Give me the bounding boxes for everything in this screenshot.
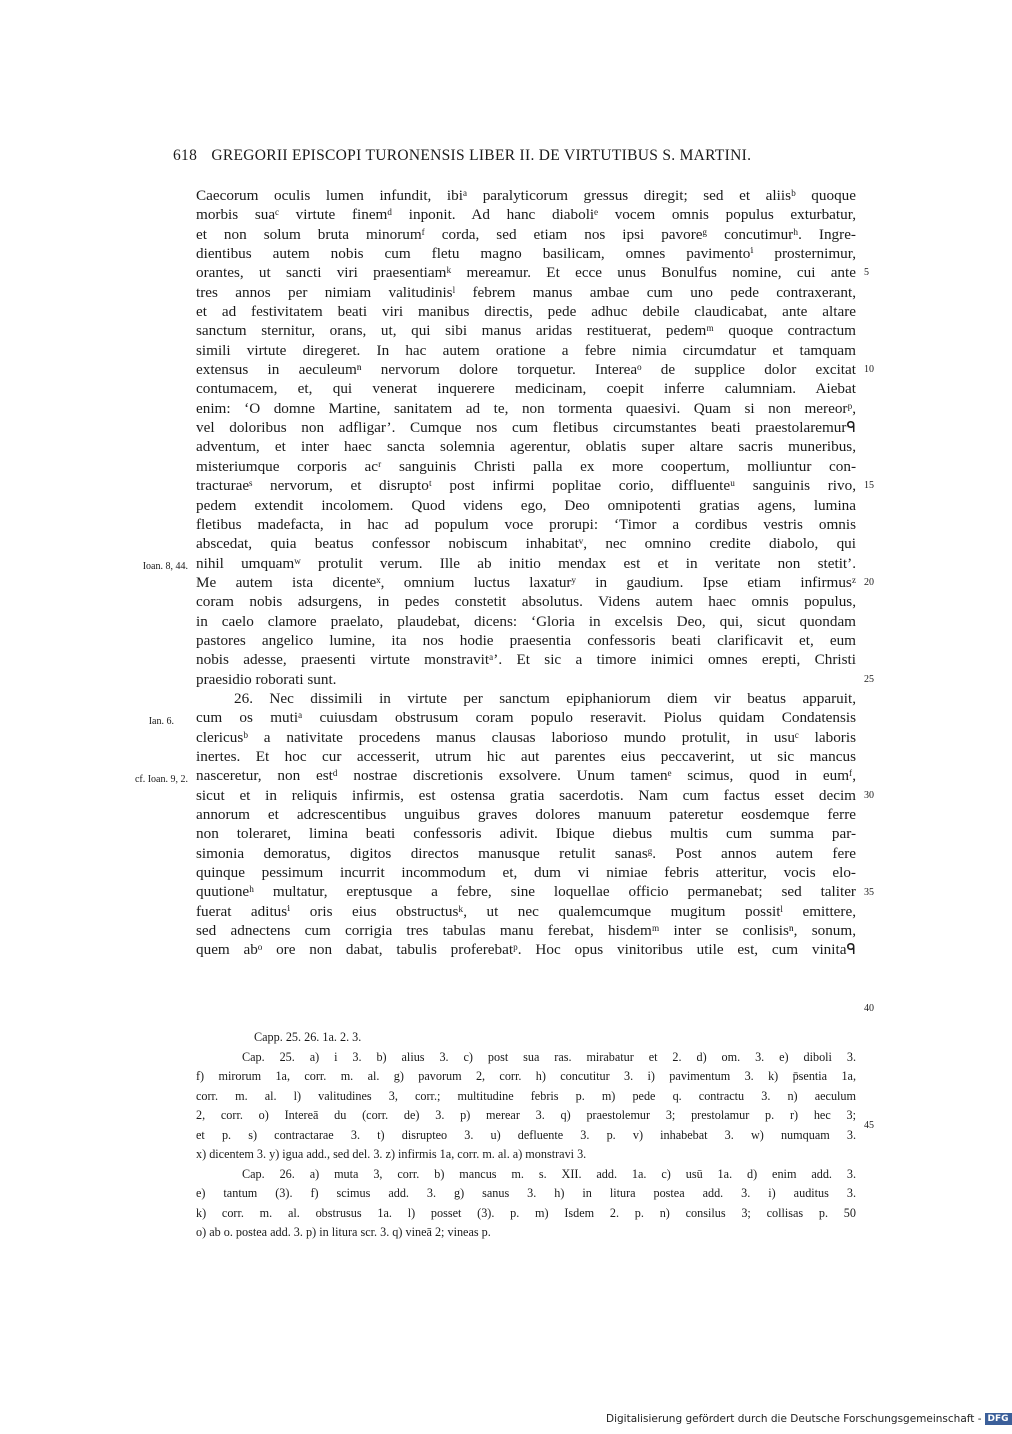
line-number: 15	[864, 480, 874, 491]
text-line: et non solum bruta minorumᶠ corda, sed etiam nos ipsi pavoreᵍ concutimurʰ. Ingre-	[196, 225, 856, 243]
text-line: quinque pessimum incurrit incommodum et, dum vi nimiae febris atteritur, vocis elo-	[196, 864, 856, 882]
line-number: 20	[864, 577, 874, 588]
text-line: tres annos per nimiam valitudinisˡ febrem manus ambae cum uno pede contraxerant,	[196, 283, 856, 301]
text-line: quem abᵒ ore non dabat, tabulis proferebatᵖ. Hoc opus vinitoribus utile est, cum vinitaᑫ	[196, 941, 856, 959]
text-line: morbis suaᶜ virtute finemᵈ inponit. Ad hanc diaboliᵉ vocem omnis populus exturbatur,	[196, 206, 856, 224]
text-line: sanctum sternitur, orans, ut, qui sibi manus aridas restituerat, pedemᵐ quoque contractum	[196, 322, 856, 340]
text-line: quutioneʰ multatur, ereptusque a febre, sine loquellae officio permanebat; sed taliter	[196, 883, 856, 901]
digitization-footer	[606, 1413, 1012, 1425]
text-line: non toleraret, limina beati confessoris adivit. Ibique diebus multis cum summa par-	[196, 825, 856, 843]
apparatus-line: o) ab o. postea add. 3. p) in litura scr. 3. q) vineā 2; vineas p.	[196, 1225, 491, 1239]
text-line: orantes, ut sancti viri praesentiamᵏ mereamur. Et ecce unus Bonulfus nomine, cui ante	[196, 264, 856, 282]
line-number: 40	[864, 1003, 874, 1014]
margin-reference: cf. Ioan. 9, 2.	[134, 774, 188, 785]
text-line: coram nobis adsurgens, in pedes constetit absolutus. Videns autem haec omnis populus,	[196, 593, 856, 611]
text-line: vel doloribus non adfligar’. Cumque nos cum fletibus circumstantes beati praestolaremurᑫ	[196, 419, 856, 437]
margin-reference: Ian. 6.	[148, 716, 174, 727]
text-line: misteriumque corporis acʳ sanguinis Christi palla ex more coopertum, molliuntur con-	[196, 457, 856, 475]
line-number: 10	[864, 364, 874, 375]
page-number: 618	[173, 147, 198, 164]
dfg-logo: DFG	[985, 1413, 1012, 1425]
margin-reference: Ioan. 8, 44.	[142, 561, 188, 572]
text-line: extensus in aeculeumⁿ nervorum dolore torquetur. Intereaᵒ de supplice dolor excitat	[196, 361, 856, 379]
text-line: in caelo clamore praelato, plaudebat, dicens: ‘Gloria in excelsis Deo, qui, sicut quondam	[196, 612, 856, 630]
footer-text: Digitalisierung gefördert durch die Deutsche Forschungsgemeinschaft -	[606, 1413, 982, 1425]
text-line: praesidio roborati sunt.	[196, 670, 337, 688]
text-line: dientibus autem nobis cum fletu magno basilicam, omnes pavimentoⁱ prosternimur,	[196, 245, 856, 263]
text-line: cum os mutiᵃ cuiusdam obstrusum coram populo reseravit. Piolus quidam Condatensis	[196, 709, 856, 727]
line-number: 45	[864, 1120, 874, 1131]
text-line: simonia demoratus, digitos directos manusque retulit sanasᵍ. Post annos autem fere	[196, 844, 856, 862]
text-line: adventum, et inter haec sancta solemnia agerentur, oblatis super altare sacris muneribus,	[196, 438, 856, 456]
text-line: simili virtute diregeret. In hac autem oratione a febre nimia circumdatur et tamquam	[196, 341, 856, 359]
text-line: abscedat, quia beatus confessor nobiscum inhabitatᵛ, nec omnino credite diabolo, qui	[196, 535, 856, 553]
apparatus-line: Cap. 26. a) muta 3, corr. b) mancus m. s. XII. add. 1a. c) usū 1a. d) enim add. 3.	[242, 1166, 856, 1181]
text-line: nasceretur, non estᵈ nostrae discretionis exsolvere. Unum tamenᵉ scimus, quod in eumᶠ,	[196, 767, 856, 785]
chapter-26-start: 26. Nec dissimili in virtute per sanctum epiphaniorum diem vir beatus apparuit,	[234, 689, 856, 707]
apparatus-line: Cap. 25. a) i 3. b) alius 3. c) post sua ras. mirabatur et 2. d) om. 3. e) diboli 3.	[242, 1049, 856, 1064]
apparatus-line: corr. m. al. l) valitudines 3, corr.; multitudine febris p. m) pede q. contractu 3. n) aeculum	[196, 1088, 856, 1103]
text-line: annorum et adcrescentibus unguibus graves dolores manuum pateretur eosdemque ferre	[196, 806, 856, 823]
text-line: clericusᵇ a nativitate procedens manus clausas laborioso mundo protulit, in usuᶜ laboris	[196, 728, 856, 746]
line-number: 35	[864, 887, 874, 898]
running-title: GREGORII EPISCOPI TURONENSIS LIBER II. DE VIRTUTIBUS S. MARTINI.	[211, 147, 752, 164]
apparatus-line: et p. s) contractarae 3. t) disrupteo 3. u) defluente 3. p. v) inhabebat 3. w) numquam 3.	[196, 1127, 856, 1142]
text-line: Me autem ista dicenteˣ, omnium luctus laxaturʸ in gaudium. Ipse etiam infirmusᶻ	[196, 573, 856, 591]
line-number: 30	[864, 790, 874, 801]
line-number: 5	[864, 267, 869, 278]
apparatus-line: 2, corr. o) Intereā du (corr. de) 3. p) merear 3. q) praestolemur 3; prestolamur p. r) hec 3;	[196, 1108, 856, 1122]
text-line: et ad festivitatem beati viri manibus directis, pede adhuc debile claudicabat, ante altare	[196, 303, 856, 321]
apparatus-line: Capp. 25. 26. 1a. 2. 3.	[254, 1030, 362, 1044]
text-line: fletibus madefacta, in hac ad populum voce prorupi: ‘Timor a cordibus vestris omnis	[196, 515, 856, 533]
text-line: sed adnectens cum corrigia tres tabulas manu ferebat, hisdemᵐ inter se conlisisⁿ, sonum,	[196, 922, 856, 940]
apparatus-line: f) mirorum 1a, corr. m. al. g) pavorum 2, corr. h) concutitur 3. i) pavimentum 3. k) p̄sentia 1a,	[196, 1069, 856, 1083]
text-line: nihil umquamʷ protulit verum. Ille ab initio mendax est et in veritate non stetit’.	[196, 554, 856, 572]
text-line: Caecorum oculis lumen infundit, ibiᵃ paralyticorum gressus diregit; sed et aliisᵇ quoque	[196, 187, 856, 204]
critical-apparatus	[196, 1028, 874, 1243]
text-line: pastores angelico lumine, ita nos hodie praesentia confessoris beati clarificavit et, eum	[196, 631, 856, 649]
text-line: enim: ‘O domne Martine, sanitatem ad te, non tormenta quaesivi. Quam si non mereorᵖ,	[196, 399, 856, 417]
running-header	[173, 147, 863, 165]
apparatus-line: k) corr. m. al. obstrusus 1a. l) posset (3). p. m) Isdem 2. p. n) consilus 3; collisas p. 50	[196, 1205, 856, 1220]
text-line: tracturaeˢ nervorum, et disruptoᵗ post infirmi poplitae corio, diffluenteᵘ sanguinis rivo,	[196, 477, 856, 495]
text-line: inertes. Et hoc cur accesserit, utrum hic aut parentes eius peccaverint, ut sic mancus	[196, 747, 856, 765]
line-number: 25	[864, 674, 874, 685]
text-line: pedem extendit incolomem. Quod videns ego, Deo omnipotenti gratias agens, lumina	[196, 496, 856, 514]
text-line: nobis adesse, praesenti virtute monstravitᵃ’. Et sic a timore inimici omnes erepti, Christi	[196, 651, 856, 669]
text-line: sicut et in reliquis infirmis, est ostensa gratia sacerdotis. Nam cum factus esset decim	[196, 786, 856, 804]
text-line: fuerat aditusⁱ oris eius obstructusᵏ, ut nec qualemcumque mugitum possitˡ emittere,	[196, 902, 856, 920]
apparatus-line: e) tantum (3). f) scimus add. 3. g) sanus 3. h) in litura postea add. 3. i) auditus 3.	[196, 1186, 856, 1200]
apparatus-line: x) dicentem 3. y) igua add., sed del. 3. z) infirmis 1a, corr. m. al. a) monstravi 3.	[196, 1147, 587, 1161]
text-line: contumacem, et, qui venerat inquerere medicinam, coepit inferre calumniam. Aiebat	[196, 380, 856, 398]
main-text	[134, 186, 874, 1014]
